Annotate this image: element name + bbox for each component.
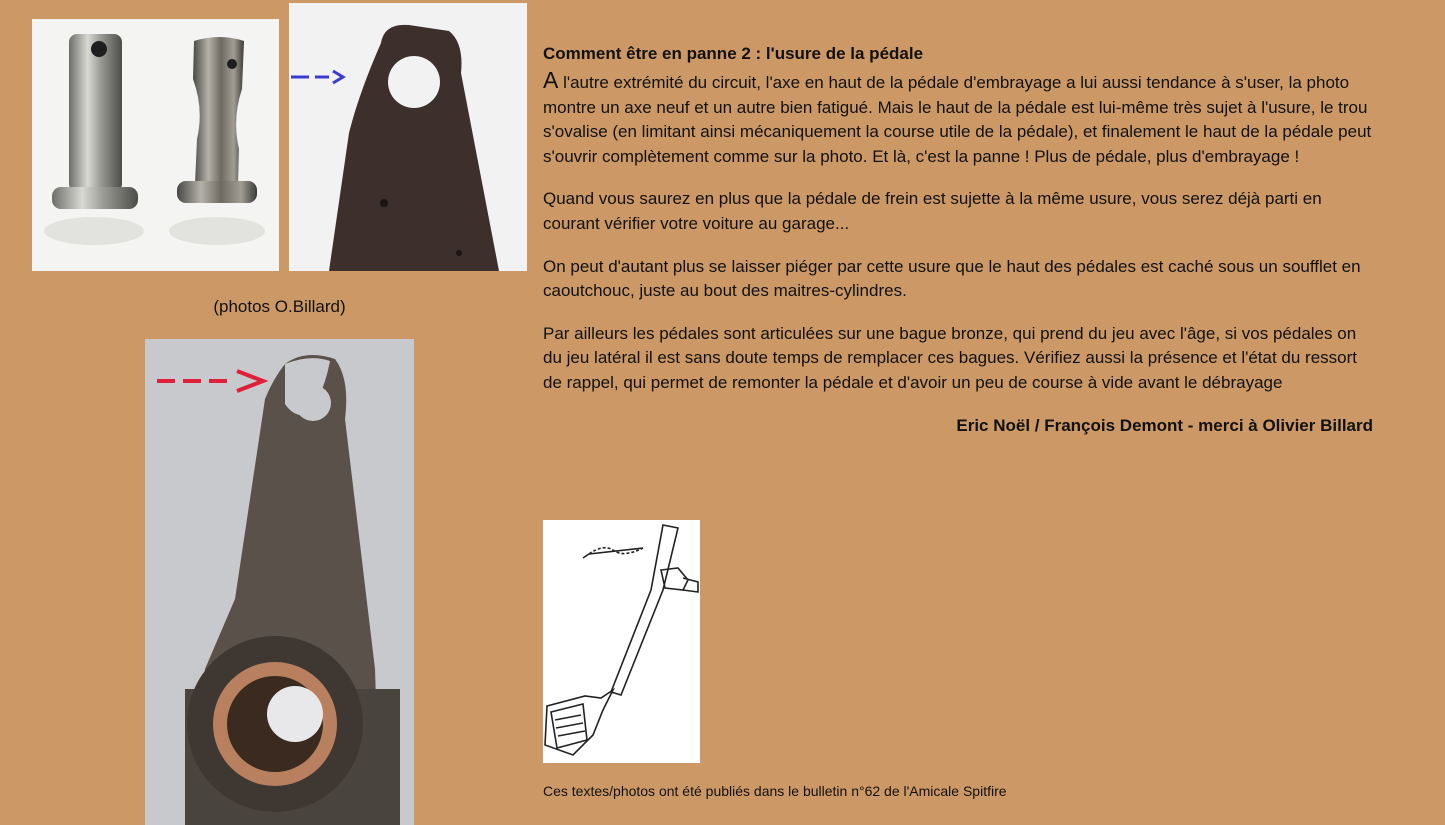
- article: [543, 44, 1373, 456]
- article-signature: Eric Noël / François Demont - merci à Olivier Billard: [956, 415, 1373, 435]
- pedal-diagram-illustration: [543, 520, 700, 763]
- article-paragraph-3: On peut d'autant plus se laisser piéger par cette usure que le haut des pédales est caché sous un soufflet en caoutchouc, juste au bout des maitres-cylindres.: [543, 256, 1361, 301]
- pins-illustration: [32, 19, 279, 271]
- photo-pedal-worn-hole: [289, 3, 527, 271]
- article-paragraph-2: Quand vous saurez en plus que la pédale de frein est sujette à la même usure, vous serez déjà parti en courant vérifier votre voiture au garage...: [543, 189, 1322, 233]
- pedal-broken-illustration: [145, 339, 414, 825]
- article-paragraph-1: [543, 67, 1373, 169]
- paragraph-1-text: l'autre extrémité du circuit, l'axe en haut de la pédale d'embrayage a lui aussi tendance à s'user, la photo montre un axe neuf et un autre bien fatigué. Mais le haut de la pédale est lui-même très sujet à l'usure, le trou s'ovalise (en limitant ainsi mécaniquement la course utile de la pédale), et finalement le haut de la pédale peut s'ouvrir complètement comme sur la photo. Et là, c'est la panne ! Plus de pédale, plus d'embrayage !: [543, 73, 1372, 166]
- pedal-top-illustration: [289, 3, 527, 271]
- red-arrow-icon: [157, 371, 263, 391]
- article-title: Comment être en panne 2 : l'usure de la pédale: [543, 44, 924, 63]
- photo-pedal-pins: [32, 19, 279, 271]
- blue-arrow-icon: [291, 71, 343, 83]
- article-paragraph-4: Par ailleurs les pédales sont articulées sur une bague bronze, qui prend du jeu avec l'âge, si vos pédales on du jeu latéral il est sans doute temps de remplacer ces bagues. Vérifiez aussi la présence et l'état du ressort de rappel, qui permet de remonter la pédale et d'avoir un peu de course à vide avant le débrayage: [543, 323, 1358, 392]
- pedal-diagram: [543, 520, 700, 763]
- drop-cap: A: [543, 67, 559, 93]
- photo-caption: (photos O.Billard): [213, 297, 346, 316]
- photo-pedal-broken-top: [145, 339, 414, 825]
- footer-note: Ces textes/photos ont été publiés dans le bulletin n°62 de l'Amicale Spitfire: [543, 783, 1007, 799]
